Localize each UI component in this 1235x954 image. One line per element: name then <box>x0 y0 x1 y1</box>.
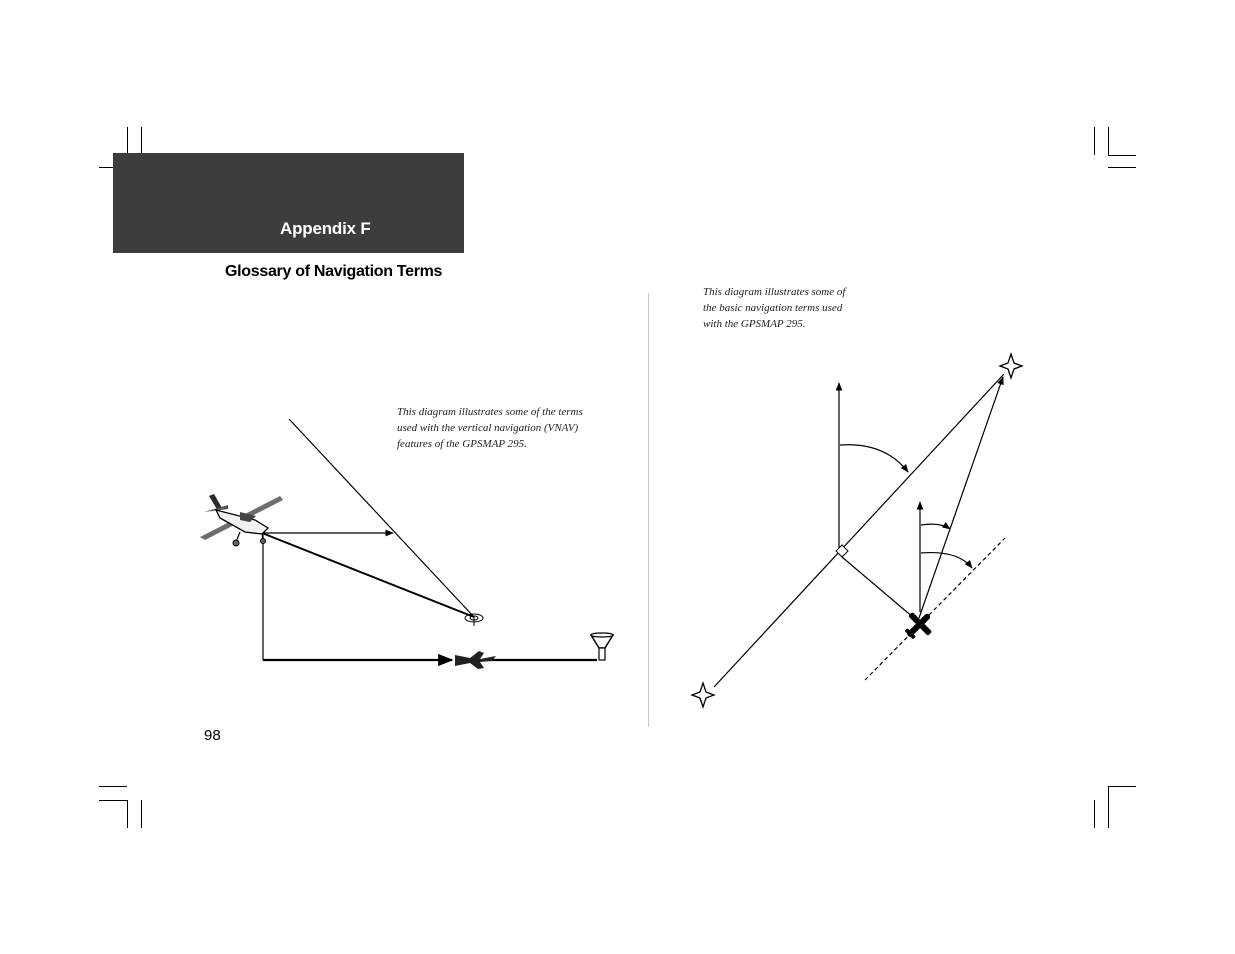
vnav-target-marker <box>465 614 483 626</box>
page-number: 98 <box>204 727 221 744</box>
appendix-title: Appendix F <box>280 219 371 238</box>
basic-nav-diagram <box>692 354 1022 707</box>
star-icon <box>692 683 714 707</box>
airplane-icon <box>200 494 283 546</box>
airplane-shadow-icon <box>455 651 496 669</box>
basic-nav-caption: This diagram illustrates some of the basic navigation terms used with the GPSMAP 295. <box>703 286 846 330</box>
section-title: Glossary of Navigation Terms <box>225 263 443 280</box>
airport-icon <box>591 633 613 660</box>
vnav-diagram <box>200 419 613 669</box>
vnav-caption: This diagram illustrates some of the terms used with the vertical navigation (VNAV) features of the GPSMAP 295. <box>397 406 583 450</box>
